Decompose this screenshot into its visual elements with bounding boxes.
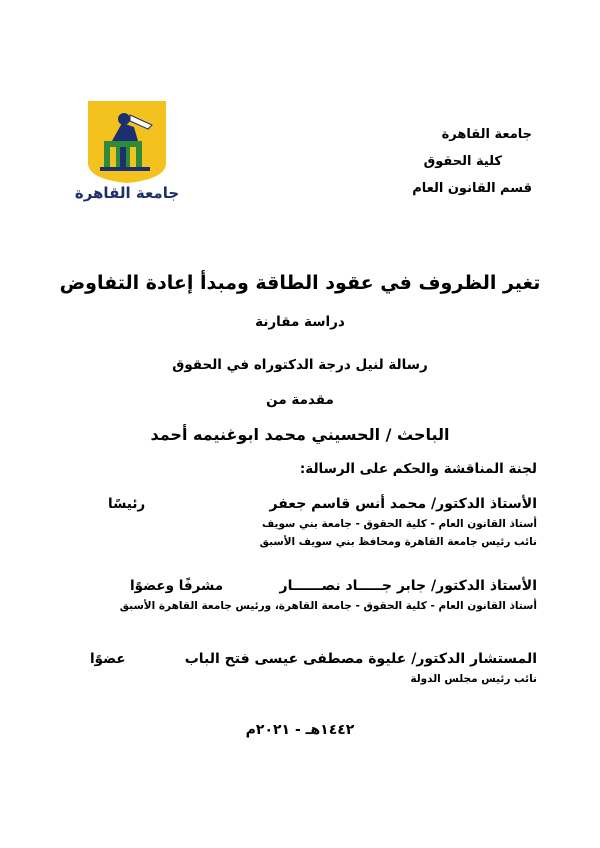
date: ١٤٤٢هـ - ٢٠٢١م [245, 722, 355, 738]
member-detail: نائب رئيس جامعة القاهرة ومحافظ بني سويف الأسبق [259, 536, 537, 548]
member-role: مشرفًا وعضوًا [130, 578, 224, 594]
presented-by: مقدمة من [266, 392, 334, 408]
department-name: قسم القانون العام [412, 181, 532, 196]
thesis-subtitle: دراسة مقارنة [255, 314, 345, 330]
member-detail: أستاذ القانون العام - كلية الحقوق - جامعة بني سويف [262, 518, 537, 530]
member-name: المستشار الدكتور/ عليوة مصطفى عيسى فتح الباب [184, 651, 537, 667]
faculty-name: كلية الحقوق [423, 154, 502, 169]
cairo-university-logo [74, 97, 180, 205]
member-detail: نائب رئيس مجلس الدولة [410, 673, 537, 685]
researcher-name: الباحث / الحسيني محمد ابوغنيمه أحمد [150, 425, 450, 444]
member-name: الأستاذ الدكتور/ جابر جـــــاد نصــــــار [279, 578, 537, 594]
thesis-title: تغير الظروف في عقود الطاقة ومبدأ إعادة التفاوض [59, 272, 541, 294]
member-detail: أستاذ القانون العام - كلية الحقوق - جامعة القاهرة، ورئيس جامعة القاهرة الأسبق [119, 600, 537, 612]
logo-text: جامعة القاهرة [74, 184, 180, 202]
thesis-purpose: رسالة لنيل درجة الدكتوراه في الحقوق [172, 357, 428, 373]
member-role: عضوًا [90, 651, 126, 667]
committee-heading: لجنة المناقشة والحكم على الرسالة: [299, 461, 537, 477]
member-name: الأستاذ الدكتور/ محمد أنس قاسم جعفر [269, 496, 537, 512]
university-name: جامعة القاهرة [441, 127, 532, 142]
member-role: رئيسًا [108, 496, 146, 512]
